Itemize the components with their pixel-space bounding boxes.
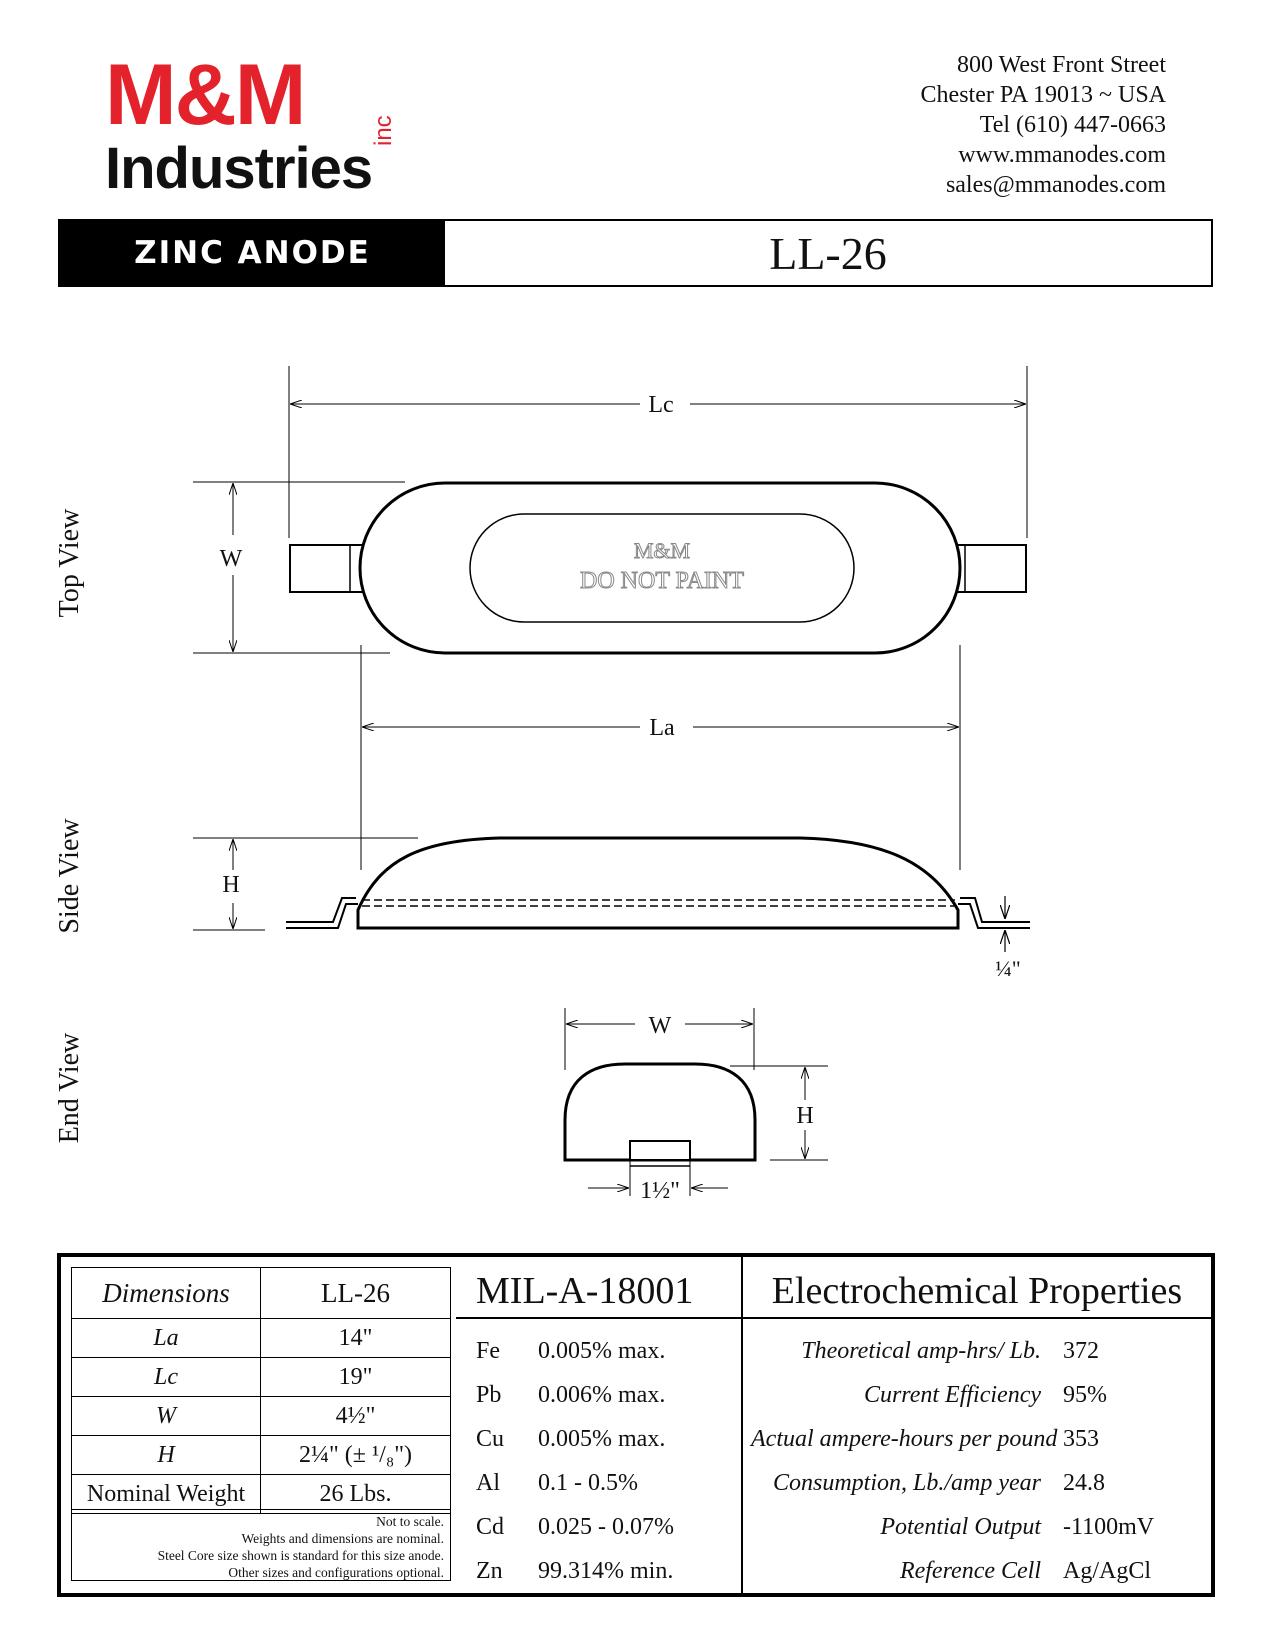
dim-row-value: 19" <box>261 1358 451 1397</box>
property-value: 372 <box>1063 1337 1099 1364</box>
product-category: ZINC ANODE <box>60 221 445 285</box>
dim-row-label: Lc <box>72 1358 261 1397</box>
dim-row-label: W <box>72 1397 261 1436</box>
dim-label-h-side: H <box>222 872 240 898</box>
element-symbol: Zn <box>476 1557 503 1584</box>
electrochemical-list <box>751 1329 1201 1593</box>
element-value: 0.025 - 0.07% <box>538 1513 674 1540</box>
top-view-drawing <box>193 366 1027 870</box>
electrochemical-header: Electrochemical Properties <box>771 1270 1183 1312</box>
note-line: Weights and dimensions are nominal. <box>241 1531 444 1546</box>
element-symbol: Pb <box>476 1381 502 1408</box>
dim-label-la: La <box>649 715 675 741</box>
element-value: 0.005% max. <box>538 1337 666 1364</box>
mil-spec-header: MIL-A-18001 <box>476 1270 694 1312</box>
property-label: Theoretical amp-hrs/ Lb. <box>801 1337 1041 1364</box>
stamp-line-2: DO NOT PAINT <box>579 568 745 594</box>
dimensions-header-label: Dimensions <box>72 1268 261 1319</box>
side-view-label: Side View <box>54 818 85 934</box>
note-line: Steel Core size shown is standard for this size anode. <box>157 1548 444 1563</box>
list-item <box>476 1417 674 1461</box>
dim-label-quarter: ¼" <box>995 956 1021 981</box>
note-line: Not to scale. <box>376 1514 444 1529</box>
dim-row-value: 4½" <box>261 1397 451 1436</box>
address-phone: Tel (610) 447-0663 <box>979 112 1166 138</box>
property-value: Ag/AgCl <box>1063 1557 1152 1584</box>
list-item <box>751 1549 1201 1593</box>
table-row <box>72 1436 451 1475</box>
note-line: Other sizes and configurations optional. <box>228 1565 444 1580</box>
end-view-drawing <box>565 1008 828 1196</box>
dim-row-label: La <box>72 1319 261 1358</box>
stamp-line-1: M&M <box>633 538 691 563</box>
end-view-label: End View <box>54 1032 85 1144</box>
dim-row-value: 2¼" (± ¹/₈") <box>261 1436 451 1475</box>
property-value: 95% <box>1063 1381 1107 1408</box>
dim-row-value: 14" <box>261 1319 451 1358</box>
product-code: LL-26 <box>769 227 887 279</box>
element-value: 0.005% max. <box>538 1425 666 1452</box>
list-item <box>476 1373 674 1417</box>
dim-label-w-end: W <box>648 1013 672 1039</box>
logo-industries-text: Industries <box>105 136 373 198</box>
property-label: Consumption, Lb./amp year <box>772 1469 1041 1496</box>
dimension-notes <box>71 1509 451 1581</box>
table-row <box>72 1319 451 1358</box>
top-view-label: Top View <box>54 508 85 618</box>
address-web[interactable]: www.mmanodes.com <box>958 142 1166 168</box>
list-item <box>751 1417 1201 1461</box>
element-value: 0.1 - 0.5% <box>538 1469 638 1496</box>
spec-panel <box>57 1253 1215 1597</box>
dim-label-core: 1½" <box>640 1178 680 1204</box>
dim-row-label: H <box>72 1436 261 1475</box>
property-label: Actual ampere-hours per pound <box>751 1425 1058 1452</box>
element-value: 99.314% min. <box>538 1557 674 1584</box>
logo-mm-text: M&M <box>105 48 305 143</box>
table-row <box>72 1268 451 1319</box>
table-row <box>72 1358 451 1397</box>
dimensions-header-value: LL-26 <box>261 1268 451 1319</box>
dim-row-value: 26 Lbs. <box>261 1475 451 1514</box>
dim-label-h-end: H <box>796 1103 814 1129</box>
element-value: 0.006% max. <box>538 1381 666 1408</box>
list-item <box>751 1329 1201 1373</box>
list-item <box>751 1373 1201 1417</box>
dim-label-w-top: W <box>219 546 243 572</box>
list-item <box>751 1505 1201 1549</box>
property-value: 24.8 <box>1063 1469 1105 1496</box>
list-item <box>476 1461 674 1505</box>
element-symbol: Fe <box>476 1337 500 1364</box>
list-item <box>476 1329 674 1373</box>
property-label: Potential Output <box>880 1513 1041 1540</box>
dim-label-lc: Lc <box>648 392 674 418</box>
dimensions-table <box>71 1267 451 1514</box>
side-view-drawing <box>193 838 1030 952</box>
property-label: Reference Cell <box>899 1557 1041 1584</box>
property-value: -1100mV <box>1063 1513 1155 1540</box>
logo-inc-text: inc <box>370 115 397 146</box>
property-label: Current Efficiency <box>863 1381 1041 1408</box>
list-item <box>476 1505 674 1549</box>
address-street: 800 West Front Street <box>957 52 1166 78</box>
list-item <box>476 1549 674 1593</box>
table-row <box>72 1475 451 1514</box>
property-value: 353 <box>1063 1425 1099 1452</box>
table-row <box>72 1397 451 1436</box>
list-item <box>751 1461 1201 1505</box>
composition-list <box>476 1329 674 1593</box>
address-city: Chester PA 19013 ~ USA <box>920 82 1166 108</box>
element-symbol: Cd <box>476 1513 505 1540</box>
dim-row-label: Nominal Weight <box>72 1475 261 1514</box>
header-divider <box>456 1317 1211 1319</box>
address-email[interactable]: sales@mmanodes.com <box>945 172 1166 198</box>
element-symbol: Al <box>476 1469 500 1496</box>
element-symbol: Cu <box>476 1425 505 1452</box>
